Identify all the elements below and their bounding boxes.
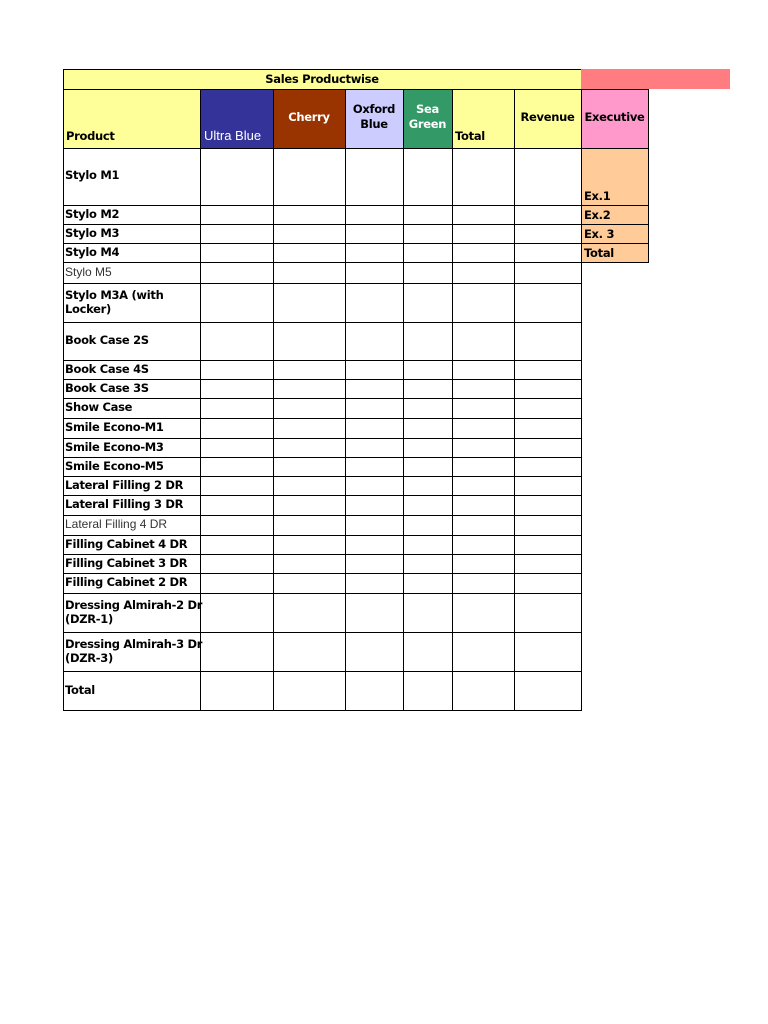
- data-cell[interactable]: [452, 457, 515, 477]
- product-name: Stylo M5: [65, 264, 112, 279]
- product-name: Stylo M1: [65, 168, 120, 182]
- data-cell[interactable]: [514, 457, 582, 477]
- data-cell[interactable]: [403, 398, 453, 419]
- data-cell[interactable]: [200, 224, 274, 244]
- data-cell[interactable]: [273, 205, 346, 225]
- data-cell[interactable]: [452, 495, 515, 516]
- data-cell[interactable]: [452, 360, 515, 380]
- data-cell[interactable]: [345, 205, 404, 225]
- product-name: Lateral Filling 4 DR: [65, 517, 168, 531]
- executive-item-4: Total: [584, 246, 614, 260]
- data-cell[interactable]: [514, 224, 582, 244]
- data-cell[interactable]: [403, 535, 453, 555]
- product-name: Total: [65, 682, 95, 697]
- data-cell[interactable]: [273, 476, 346, 496]
- data-cell[interactable]: [514, 205, 582, 225]
- product-name: (DZR-3): [65, 650, 113, 665]
- data-cell[interactable]: [452, 671, 515, 711]
- data-cell[interactable]: [514, 398, 582, 419]
- data-cell[interactable]: [514, 515, 582, 536]
- data-cell[interactable]: [452, 283, 515, 323]
- data-cell[interactable]: [514, 379, 582, 399]
- data-cell[interactable]: [200, 476, 274, 496]
- sheet-title: Sales Productwise: [265, 72, 379, 86]
- data-cell[interactable]: [273, 495, 346, 516]
- header-oxford-blue-line1: Oxford: [352, 102, 396, 116]
- data-cell[interactable]: [452, 418, 515, 439]
- data-cell[interactable]: [403, 379, 453, 399]
- product-name: Lateral Filling 3 DR: [65, 497, 184, 511]
- header-total-label: Total: [455, 129, 485, 143]
- data-cell[interactable]: [345, 283, 404, 323]
- data-cell[interactable]: [345, 262, 404, 284]
- data-cell[interactable]: [345, 438, 404, 458]
- data-cell[interactable]: [514, 554, 582, 574]
- data-cell[interactable]: [273, 554, 346, 574]
- product-name: Show Case: [65, 400, 133, 414]
- product-name: Stylo M2: [65, 206, 120, 221]
- data-cell[interactable]: [273, 148, 346, 206]
- data-cell[interactable]: [200, 632, 274, 672]
- data-cell[interactable]: [273, 398, 346, 419]
- data-cell[interactable]: [345, 535, 404, 555]
- data-cell[interactable]: [403, 554, 453, 574]
- data-cell[interactable]: [345, 398, 404, 419]
- data-cell[interactable]: [345, 495, 404, 516]
- data-cell[interactable]: [345, 243, 404, 263]
- product-name: Filling Cabinet 2 DR: [65, 575, 188, 589]
- data-cell[interactable]: [200, 243, 274, 263]
- product-name: Dressing Almirah-3 Dr: [65, 636, 203, 651]
- data-cell[interactable]: [273, 418, 346, 439]
- data-cell[interactable]: [403, 495, 453, 516]
- data-cell[interactable]: [273, 515, 346, 536]
- data-cell[interactable]: [273, 535, 346, 555]
- data-cell[interactable]: [452, 243, 515, 263]
- data-cell[interactable]: [452, 398, 515, 419]
- data-cell[interactable]: [345, 593, 404, 633]
- data-cell[interactable]: [200, 379, 274, 399]
- data-cell[interactable]: [273, 573, 346, 594]
- data-cell[interactable]: [514, 243, 582, 263]
- product-name: Book Case 4S: [65, 361, 149, 376]
- product-name: Stylo M3: [65, 225, 120, 240]
- data-cell[interactable]: [403, 148, 453, 206]
- data-cell[interactable]: [452, 379, 515, 399]
- data-cell[interactable]: [345, 418, 404, 439]
- data-cell[interactable]: [200, 205, 274, 225]
- data-cell[interactable]: [345, 360, 404, 380]
- data-cell[interactable]: [514, 495, 582, 516]
- data-cell[interactable]: [452, 632, 515, 672]
- data-cell[interactable]: [200, 515, 274, 536]
- executive-item-3: Ex. 3: [584, 227, 615, 241]
- product-name: Filling Cabinet 3 DR: [65, 555, 188, 570]
- data-cell[interactable]: [452, 573, 515, 594]
- data-cell[interactable]: [403, 593, 453, 633]
- product-name: Book Case 2S: [65, 333, 149, 347]
- data-cell[interactable]: [452, 535, 515, 555]
- data-cell[interactable]: [452, 205, 515, 225]
- data-cell[interactable]: [200, 671, 274, 711]
- data-cell[interactable]: [403, 243, 453, 263]
- data-cell[interactable]: [200, 457, 274, 477]
- data-cell[interactable]: [514, 322, 582, 361]
- data-cell[interactable]: [273, 243, 346, 263]
- data-cell[interactable]: [452, 476, 515, 496]
- executive-item-1: Ex.1: [584, 189, 611, 203]
- salmon-strip: [581, 69, 730, 89]
- product-name: Dressing Almirah-2 Dr: [65, 597, 203, 612]
- data-cell[interactable]: [345, 515, 404, 536]
- data-cell[interactable]: [273, 283, 346, 323]
- data-cell[interactable]: [514, 671, 582, 711]
- executive-header-label: Executive: [584, 110, 645, 124]
- data-cell[interactable]: [200, 573, 274, 594]
- data-cell[interactable]: [200, 360, 274, 380]
- data-cell[interactable]: [345, 457, 404, 477]
- data-cell[interactable]: [403, 205, 453, 225]
- data-cell[interactable]: [403, 360, 453, 380]
- data-cell[interactable]: [403, 283, 453, 323]
- data-cell[interactable]: [273, 671, 346, 711]
- header-sea-green-line1: Sea: [416, 102, 439, 116]
- data-cell[interactable]: [403, 262, 453, 284]
- product-name: Lateral Filling 2 DR: [65, 477, 184, 492]
- data-cell[interactable]: [403, 224, 453, 244]
- data-cell[interactable]: [200, 322, 274, 361]
- data-cell[interactable]: [403, 573, 453, 594]
- data-cell[interactable]: [200, 535, 274, 555]
- data-cell[interactable]: [273, 379, 346, 399]
- data-cell[interactable]: [403, 632, 453, 672]
- data-cell[interactable]: [345, 671, 404, 711]
- data-cell[interactable]: [200, 495, 274, 516]
- data-cell[interactable]: [345, 148, 404, 206]
- data-cell[interactable]: [452, 322, 515, 361]
- data-cell[interactable]: [200, 418, 274, 439]
- data-cell[interactable]: [452, 554, 515, 574]
- data-cell[interactable]: [514, 476, 582, 496]
- header-revenue-label: Revenue: [520, 110, 575, 124]
- data-cell[interactable]: [273, 632, 346, 672]
- data-cell[interactable]: [452, 224, 515, 244]
- data-cell[interactable]: [273, 322, 346, 361]
- product-name: Locker): [65, 301, 112, 316]
- data-cell[interactable]: [273, 457, 346, 477]
- data-cell[interactable]: [514, 438, 582, 458]
- data-cell[interactable]: [514, 535, 582, 555]
- product-name: Smile Econo-M1: [65, 420, 164, 434]
- data-cell[interactable]: [200, 593, 274, 633]
- data-cell[interactable]: [514, 573, 582, 594]
- header-cherry-label: Cherry: [288, 110, 330, 124]
- data-cell[interactable]: [200, 438, 274, 458]
- data-cell[interactable]: [273, 438, 346, 458]
- product-name: Filling Cabinet 4 DR: [65, 536, 188, 551]
- data-cell[interactable]: [403, 418, 453, 439]
- data-cell[interactable]: [514, 360, 582, 380]
- data-cell[interactable]: [200, 148, 274, 206]
- data-cell[interactable]: [514, 632, 582, 672]
- data-cell[interactable]: [514, 262, 582, 284]
- data-cell[interactable]: [514, 418, 582, 439]
- data-cell[interactable]: [514, 593, 582, 633]
- data-cell[interactable]: [514, 283, 582, 323]
- data-cell[interactable]: [345, 379, 404, 399]
- header-ultra-blue-label: Ultra Blue: [204, 128, 262, 143]
- data-cell[interactable]: [403, 438, 453, 458]
- product-name: Smile Econo-M5: [65, 458, 164, 473]
- data-cell[interactable]: [452, 515, 515, 536]
- data-cell[interactable]: [403, 322, 453, 361]
- executive-item-2: Ex.2: [584, 208, 611, 222]
- data-cell[interactable]: [345, 224, 404, 244]
- product-name: (DZR-1): [65, 611, 113, 626]
- data-cell[interactable]: [452, 148, 515, 206]
- data-cell[interactable]: [200, 554, 274, 574]
- data-cell[interactable]: [403, 476, 453, 496]
- data-cell[interactable]: [403, 671, 453, 711]
- product-name: Stylo M3A (with: [65, 287, 164, 302]
- data-cell[interactable]: [345, 632, 404, 672]
- data-cell[interactable]: [200, 262, 274, 284]
- header-product-label: Product: [66, 129, 115, 143]
- data-cell[interactable]: [345, 573, 404, 594]
- data-cell[interactable]: [403, 457, 453, 477]
- data-cell[interactable]: [345, 476, 404, 496]
- data-cell[interactable]: [273, 360, 346, 380]
- product-name: Book Case 3S: [65, 380, 149, 395]
- data-cell[interactable]: [200, 283, 274, 323]
- data-cell[interactable]: [345, 554, 404, 574]
- data-cell[interactable]: [452, 593, 515, 633]
- data-cell[interactable]: [345, 322, 404, 361]
- product-name: Smile Econo-M3: [65, 439, 164, 454]
- data-cell[interactable]: [452, 438, 515, 458]
- data-cell[interactable]: [403, 515, 453, 536]
- header-sea-green-line2: Green: [408, 117, 447, 131]
- data-cell[interactable]: [273, 262, 346, 284]
- product-name: Stylo M4: [65, 244, 120, 259]
- data-cell[interactable]: [200, 398, 274, 419]
- data-cell[interactable]: [514, 148, 582, 206]
- data-cell[interactable]: [452, 262, 515, 284]
- data-cell[interactable]: [273, 224, 346, 244]
- data-cell[interactable]: [273, 593, 346, 633]
- header-oxford-blue-line2: Blue: [360, 117, 388, 131]
